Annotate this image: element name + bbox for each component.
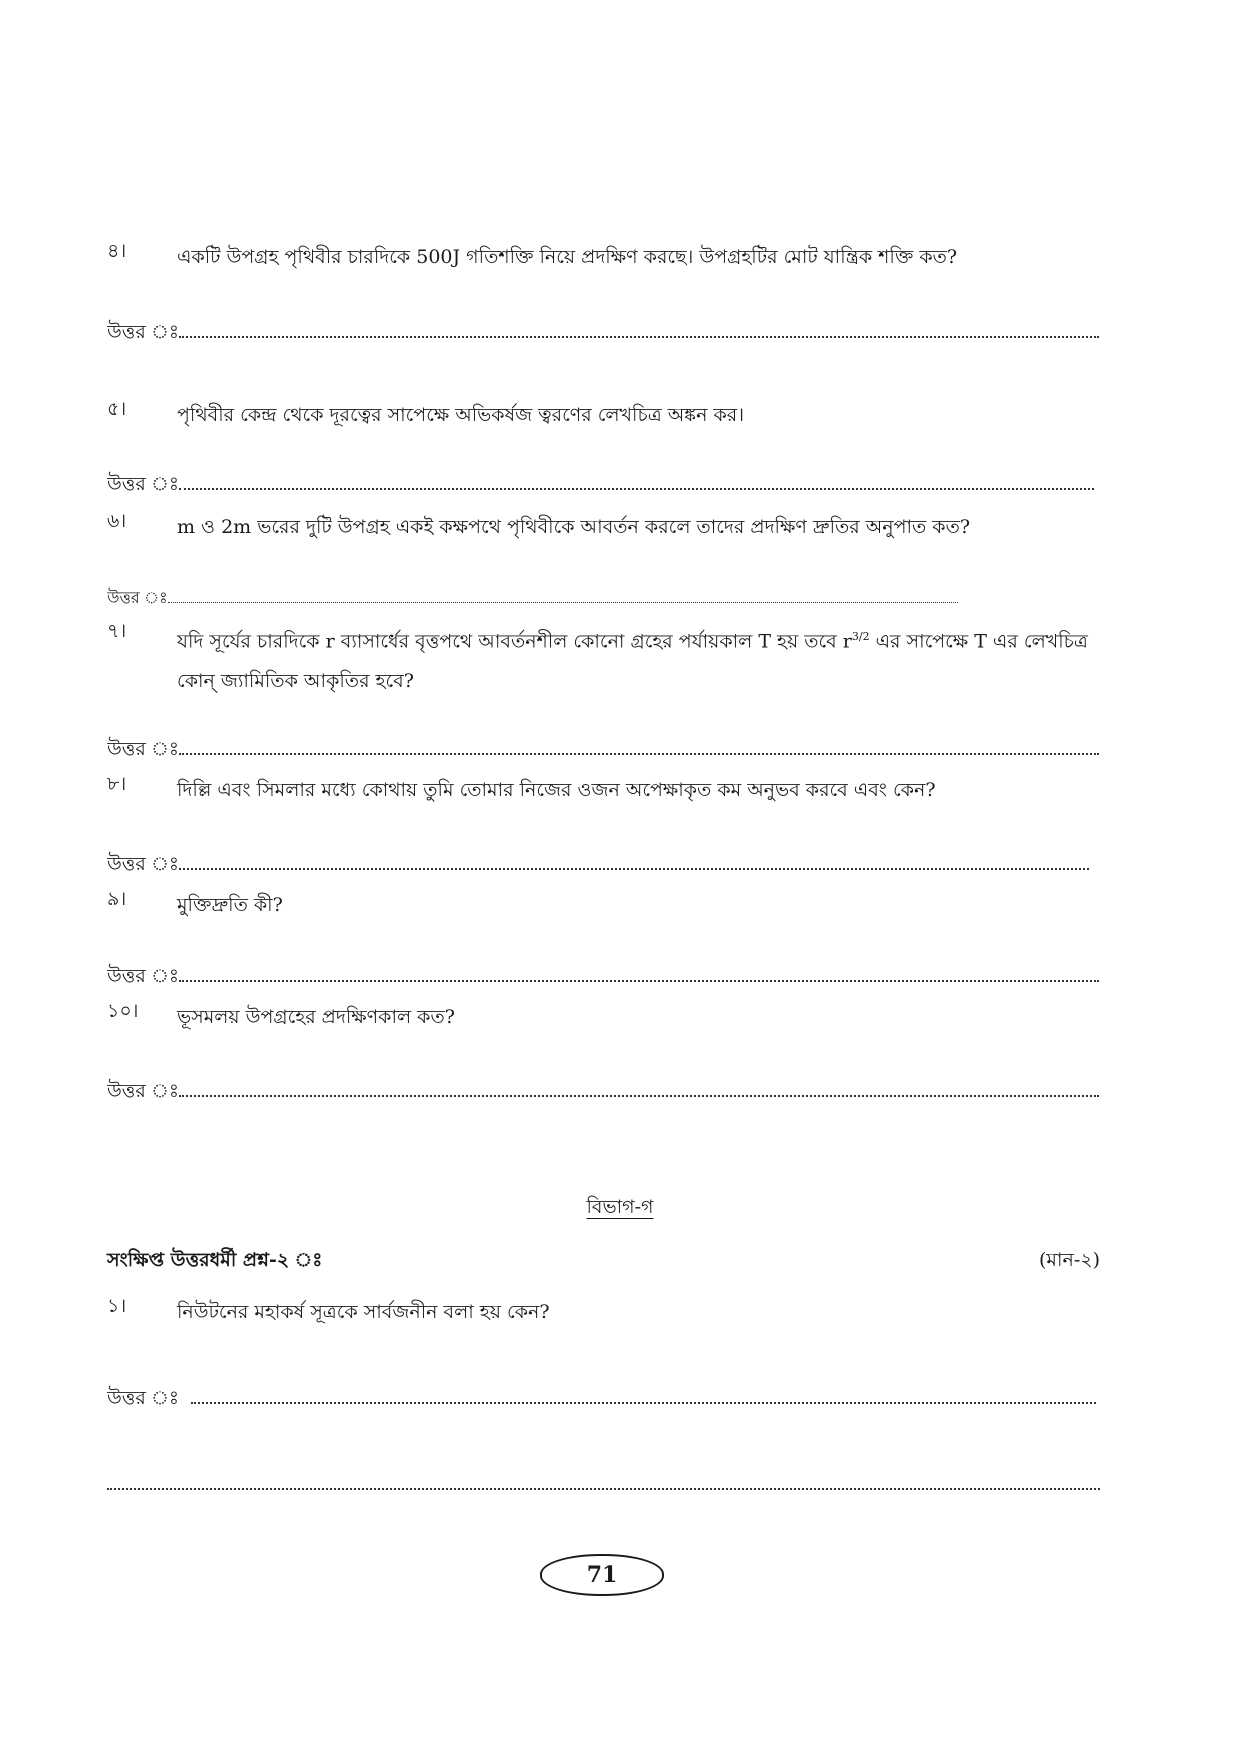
- question-number: ৫।: [107, 398, 127, 420]
- section-subheading: সংক্ষিপ্ত উত্তরধর্মী প্রশ্ন-২ ঃ: [107, 1249, 323, 1271]
- answer-line-8[interactable]: [107, 850, 1089, 882]
- question-text: পৃথিবীর কেন্দ্র থেকে দূরত্বের সাপেক্ষে অভিকর্ষজ ত্বরণের লেখচিত্র অঙ্কন কর।: [177, 404, 744, 426]
- answer-label: উত্তর ঃ: [107, 1080, 180, 1102]
- answer-line-7[interactable]: [107, 735, 1099, 767]
- question-number: ১০।: [107, 1000, 139, 1022]
- section-marks: (মান-২): [1039, 1249, 1100, 1271]
- answer-line-6[interactable]: [107, 585, 958, 612]
- answer-label: উত্তর ঃ: [107, 588, 168, 607]
- answer-label: উত্তর ঃ: [107, 1387, 180, 1409]
- question-number: ৭।: [107, 620, 127, 642]
- answer-dots: [191, 1386, 1096, 1404]
- answer-line-5[interactable]: [107, 470, 1094, 502]
- answer-dots: [179, 852, 1089, 870]
- answer-line-c-1-extra[interactable]: [107, 1472, 1100, 1495]
- question-number: ৮।: [107, 773, 127, 795]
- answer-label: উত্তর ঃ: [107, 738, 180, 760]
- question-text: মুক্তিদ্রুতি কী?: [177, 894, 283, 916]
- answer-dots: [179, 737, 1099, 755]
- answer-dots: [179, 964, 1099, 982]
- answer-dots: [168, 590, 958, 603]
- answer-line-4[interactable]: [107, 318, 1099, 350]
- question-text: ভূসমলয় উপগ্রহের প্রদক্ষিণকাল কত?: [177, 1006, 455, 1028]
- question-text: যদি সূর্যের চারদিকে r ব্যাসার্ধের বৃত্তপথে আবর্তনশীল কোনো গ্রহের পর্যায়কাল T হয় তবে $r^{3/2}$ এর সাপেক্ষে T এর লেখচিত্র কোন্ জ্যামিতিক আকৃতির হবে?: [177, 630, 1088, 693]
- question-text: একটি উপগ্রহ পৃথিবীর চারদিকে 500J গতিশক্তি নিয়ে প্রদক্ষিণ করছে। উপগ্রহটির মোট যান্ত্রিক শক্তি কত?: [177, 246, 958, 268]
- answer-line-9[interactable]: [107, 962, 1099, 994]
- answer-line-10[interactable]: [107, 1077, 1099, 1109]
- question-text: নিউটনের মহাকর্ষ সূত্রকে সার্বজনীন বলা হয় কেন?: [177, 1301, 550, 1323]
- question-text: দিল্লি এবং সিমলার মধ্যে কোথায় তুমি তোমার নিজের ওজন অপেক্ষাকৃত কম অনুভব করবে এবং কেন?: [177, 779, 936, 801]
- question-number: ৬।: [107, 510, 127, 532]
- question-number: ৪।: [107, 240, 127, 262]
- answer-label: উত্তর ঃ: [107, 965, 180, 987]
- answer-dots: [179, 320, 1099, 338]
- question-number: ১।: [107, 1295, 127, 1317]
- answer-dots: [107, 1472, 1100, 1490]
- answer-line-c-1[interactable]: [107, 1384, 1096, 1416]
- answer-label: উত্তর ঃ: [107, 473, 180, 495]
- page-number: 71: [540, 1554, 664, 1596]
- question-text: m ও 2m ভরের দুটি উপগ্রহ একই কক্ষপথে পৃথিবীকে আবর্তন করলে তাদের প্রদক্ষিণ দ্রুতির অনুপাত কত?: [177, 516, 971, 538]
- question-number: ৯।: [107, 888, 127, 910]
- section-title: বিভাগ-গ: [586, 1196, 654, 1218]
- answer-dots: [179, 472, 1094, 490]
- answer-label: উত্তর ঃ: [107, 321, 180, 343]
- answer-dots: [179, 1079, 1099, 1097]
- answer-label: উত্তর ঃ: [107, 853, 180, 875]
